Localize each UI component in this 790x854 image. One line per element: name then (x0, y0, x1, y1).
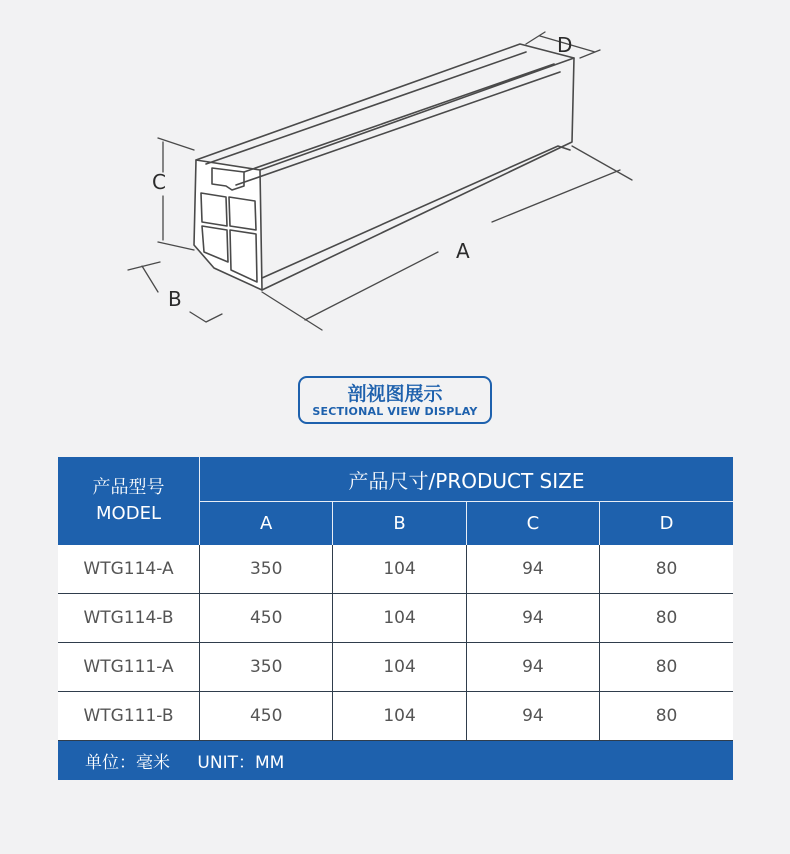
model-cell: WTG114-A (58, 545, 200, 594)
badge-title-en: SECTIONAL VIEW DISPLAY (312, 405, 478, 418)
table-row (58, 692, 733, 741)
value-cell-b: 104 (333, 594, 466, 643)
sectional-view-badge (298, 376, 492, 424)
dim-label-c: C (152, 170, 166, 194)
value-cell-b: 104 (333, 692, 466, 741)
table-row (58, 594, 733, 643)
badge-title-cn: 剖视图展示 (347, 383, 443, 405)
unit-footer-cell (58, 741, 733, 781)
value-cell-c: 94 (466, 692, 599, 741)
column-header-b: B (333, 502, 466, 546)
dim-label-b: B (168, 287, 182, 311)
column-header-c: C (466, 502, 599, 546)
unit-label-en: UNIT：MM (197, 753, 285, 773)
value-cell-b: 104 (333, 545, 466, 594)
value-cell-d: 80 (600, 594, 733, 643)
value-cell-b: 104 (333, 643, 466, 692)
table-row (58, 643, 733, 692)
model-header-en: MODEL (96, 503, 161, 524)
value-cell-c: 94 (466, 545, 599, 594)
product-size-table (58, 457, 733, 780)
value-cell-c: 94 (466, 643, 599, 692)
dim-label-a: A (456, 239, 470, 263)
value-cell-d: 80 (600, 692, 733, 741)
value-cell-a: 350 (200, 643, 333, 692)
dim-label-d: D (557, 33, 573, 57)
unit-footer (58, 741, 733, 781)
size-header: 产品尺寸/PRODUCT SIZE (200, 457, 734, 502)
model-header-cn: 产品型号 (92, 477, 165, 498)
profile-far-edge (262, 58, 574, 290)
model-header (58, 457, 200, 545)
value-cell-a: 450 (200, 594, 333, 643)
column-header-d: D (600, 502, 733, 546)
value-cell-a: 450 (200, 692, 333, 741)
sectional-diagram (0, 0, 790, 360)
model-cell: WTG111-A (58, 643, 200, 692)
model-cell: WTG114-B (58, 594, 200, 643)
table-row (58, 545, 733, 594)
value-cell-d: 80 (600, 643, 733, 692)
value-cell-d: 80 (600, 545, 733, 594)
unit-label-cn: 单位：毫米 (85, 753, 170, 773)
model-cell: WTG111-B (58, 692, 200, 741)
value-cell-c: 94 (466, 594, 599, 643)
value-cell-a: 350 (200, 545, 333, 594)
column-header-a: A (200, 502, 333, 546)
